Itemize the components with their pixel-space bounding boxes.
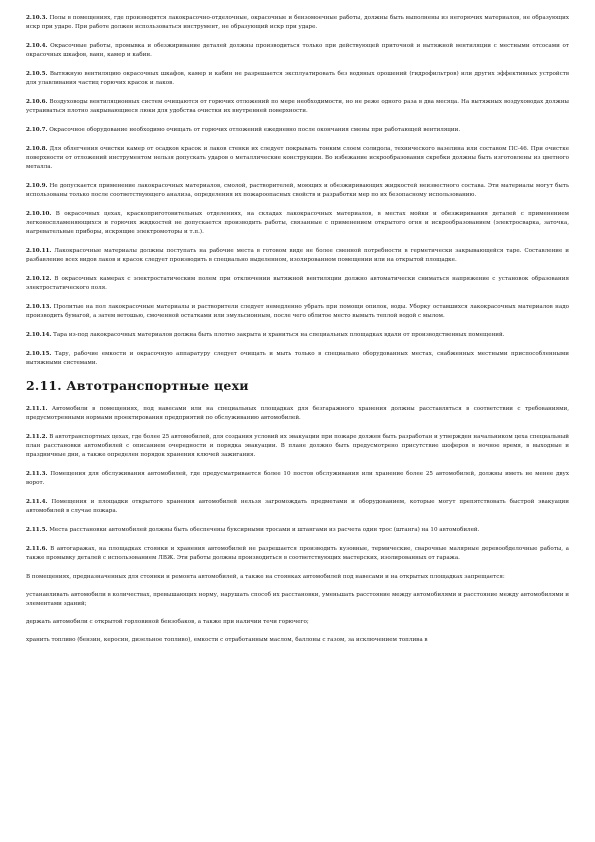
- paragraph: держать автомобили с открытой горловиной бензобаков, а также при наличии течи горючего;: [26, 619, 309, 625]
- prohibitions-list: [26, 573, 569, 645]
- paragraph-number: 2.10.15.: [26, 351, 52, 357]
- paragraph-text: Помещения и площадки открытого хранения автомобилей нельзя загромождать предметами и оборудованием, которые могут препятствовать быстрой эвакуации автомобилей в случае пожара.: [26, 499, 570, 514]
- paragraph: [26, 433, 569, 460]
- paragraph-number: 2.11.6.: [26, 546, 48, 552]
- paragraph: В помещениях, предназначенных для стоянки и ремонта автомобилей, а также на стоянках автомобилей под навесами и на открытых площадках запрещается:: [26, 574, 505, 580]
- paragraph-text: Воздуховоды вентиляционных систем очищаются от горючих отложений по мере необходимости, но не реже одного раза в два месяца. На вытяжных воздуховодах должны устраиваться плотно закрывающиеся люки для удобства очистки их внутренней поверхности.: [26, 99, 569, 114]
- paragraph: [26, 247, 569, 265]
- paragraph-number: 2.10.8.: [26, 146, 48, 152]
- paragraph-text: Окрасочное оборудование необходимо очищать от горючих отложений ежедневно после окончания смены при работающей вентиляции.: [49, 127, 461, 133]
- paragraph: [26, 210, 569, 237]
- paragraph: [26, 182, 569, 200]
- paragraph: [26, 350, 569, 368]
- paragraph-number: 2.11.4.: [26, 499, 48, 505]
- paragraph-text: В автотранспортных цехах, где более 25 автомобилей, для создания условий их эвакуации при пожаре должен быть разработан и утвержден начальником цеха специальный план расстановки автомобилей с описанием очередности и порядка эвакуации. В плане должно быть предусмотрено присутствие шоферов в ночное время, в выходные и праздничные дни, а также определен порядок хранения ключей зажигания.: [26, 434, 570, 458]
- paragraph-text: В окрасочных цехах, краскоприготовительных отделениях, на складах лакокрасочных материалов, в местах мойки и обезжиривания деталей с применением легковоспламеняющихся и горючих жидкостей не допускается производить работы, связанные с применением открытого огня и искрообразованием (электросварка, заточка, нагревательные приборы, искрящие электромоторы и т.п.).: [26, 211, 569, 235]
- paragraph: [26, 526, 569, 535]
- paragraph-text: Не допускается применение лакокрасочных материалов, смолой, растворителей, моющих и обезжиривающих жидкостей неизвестного состава. Эти материалы могут быть использованы только после соответствующего анализа, определения их пожароопасных свойств и разработки мер по их безопасному использованию.: [26, 183, 569, 198]
- paragraph-number: 2.11.3.: [26, 471, 48, 477]
- paragraph-text: Вытяжную вентиляцию окрасочных шкафов, камер и кабин не разрешается эксплуатировать без водяных орошений (гидрофильтров) или других эффективных устройств для улавливания частиц горючих красок и лаков.: [26, 71, 570, 86]
- paragraph-number: 2.10.14.: [26, 332, 52, 338]
- paragraph-text: Пролитые на пол лакокрасочные материалы и растворители следует немедленно убрать при помощи опилок, воды. Уборку оставшихся лакокрасочных материалов надо производить бумагой, а затем ветошью, смоченной остатками или эмульсионным, после чего облитое место вымыть теплой водой с мылом.: [26, 304, 570, 319]
- paragraph: [26, 331, 569, 340]
- paragraph-number: 2.11.5.: [26, 527, 48, 533]
- paragraph-number: 2.10.3.: [26, 15, 48, 21]
- paragraph-number: 2.10.7.: [26, 127, 48, 133]
- paragraph: [26, 405, 569, 423]
- paragraph-text: Места расстановки автомобилей должны быть обеспечены буксирными тросами и штангами из расчета один трос (штанга) на 10 автомобилей.: [49, 527, 480, 533]
- section-title: 2.11. Автотранспортные цехи: [26, 378, 249, 393]
- section-2-10-paragraphs: [26, 14, 569, 368]
- paragraph: [26, 70, 569, 88]
- paragraph-text: Для облегчения очистки камер от осадков красок и лаков стенки их следует покрывать тонким слоем солидола, технического вазелина или составом ПС-46. При очистке поверхности от отложений инструментом нельзя допускать ударов о металлические конструкции. Во избежание искрообразования скребки должны быть изготовлены из цветного металла.: [26, 146, 570, 170]
- paragraph-text: В автогаражах, на площадках стоянки и хранения автомобилей не разрешается производить кузовные, термические, сварочные малярные деревообделочные работы, а также промывку деталей с использованием ЛВЖ. Эти работы должны производиться в соответствующих мастерских, изолированных от гаража.: [26, 546, 570, 561]
- section-2-11-paragraphs: [26, 405, 569, 563]
- paragraph-number: 2.10.13.: [26, 304, 52, 310]
- paragraph: [26, 126, 569, 135]
- paragraph-number: 2.10.10.: [26, 211, 52, 217]
- paragraph-number: 2.10.5.: [26, 71, 48, 77]
- paragraph: хранить топливо (бензин, керосин, дизельное топливо), емкости с отработанным маслом, баллоны с газом, за исключением топлива в: [26, 637, 428, 643]
- paragraph: [26, 498, 569, 516]
- paragraph: [26, 42, 569, 60]
- paragraph: устанавливать автомобили в количествах, превышающих норму, нарушать способ их расстановки, уменьшать расстояние между автомобилями и расстояние между автомобилями и элементами зданий;: [26, 592, 569, 607]
- paragraph-text: Автомобили в помещениях, под навесами или на специальных площадках для безгаражного хранения должны расставляться в соответствии с требованиями, предусмотренными нормами проектирования предприятий по обслуживанию автомобилей.: [26, 406, 569, 421]
- paragraph-number: 2.11.1.: [26, 406, 48, 412]
- paragraph: [26, 545, 569, 563]
- paragraph-text: Полы в помещениях, где производятся лакокрасочно-отделочные, окрасочные и бензомоечные работы, должны быть выполнены из негорючих материалов, не образующих искр при ударе. При работе должен использоваться инструмент, не образующий искр при ударе.: [26, 15, 569, 30]
- paragraph-text: Помещения для обслуживания автомобилей, где предусматривается более 10 постов обслуживания или хранение более 25 автомобилей, должны иметь не менее двух ворот.: [26, 471, 570, 486]
- paragraph-text: Окрасочные работы, промывка и обезжиривание деталей должны производиться только при действующей приточной и вытяжной вентиляции с местными отсосами от окрасочных шкафов, ванн, камер и кабин.: [26, 43, 569, 58]
- paragraph-number: 2.10.6.: [26, 99, 48, 105]
- paragraph-number: 2.10.4.: [26, 43, 48, 49]
- paragraph-number: 2.10.11.: [26, 248, 52, 254]
- paragraph-text: Тара из-под лакокрасочных материалов должна быть плотно закрыта и храниться на специальных площадках вдали от производственных помещений.: [53, 332, 505, 338]
- paragraph-number: 2.10.9.: [26, 183, 48, 189]
- paragraph-text: Лакокрасочные материалы должны поступать на рабочие места в готовом виде не более сменной потребности в герметически закрывающейся таре. Составление и разбавление всех видов лаков и красок следует производить в специально выделенном, изолированном помещении или на открытой площадке.: [26, 248, 569, 263]
- paragraph: [26, 98, 569, 116]
- paragraph: [26, 470, 569, 488]
- paragraph-number: 2.10.12.: [26, 276, 52, 282]
- paragraph: [26, 14, 569, 32]
- paragraph: [26, 303, 569, 321]
- paragraph: [26, 275, 569, 293]
- paragraph-number: 2.11.2.: [26, 434, 48, 440]
- paragraph-text: Тару, рабочие емкости и окрасочную аппаратуру следует очищать и мыть только в специально оборудованных местах, снабженных местными приспособленными вытяжными системами.: [26, 351, 570, 366]
- paragraph: [26, 145, 569, 172]
- paragraph-text: В окрасочных камерах с электростатическим полем при отключении вытяжной вентиляции должно автоматически сниматься напряжение с установок образования электростатического поля.: [26, 276, 569, 291]
